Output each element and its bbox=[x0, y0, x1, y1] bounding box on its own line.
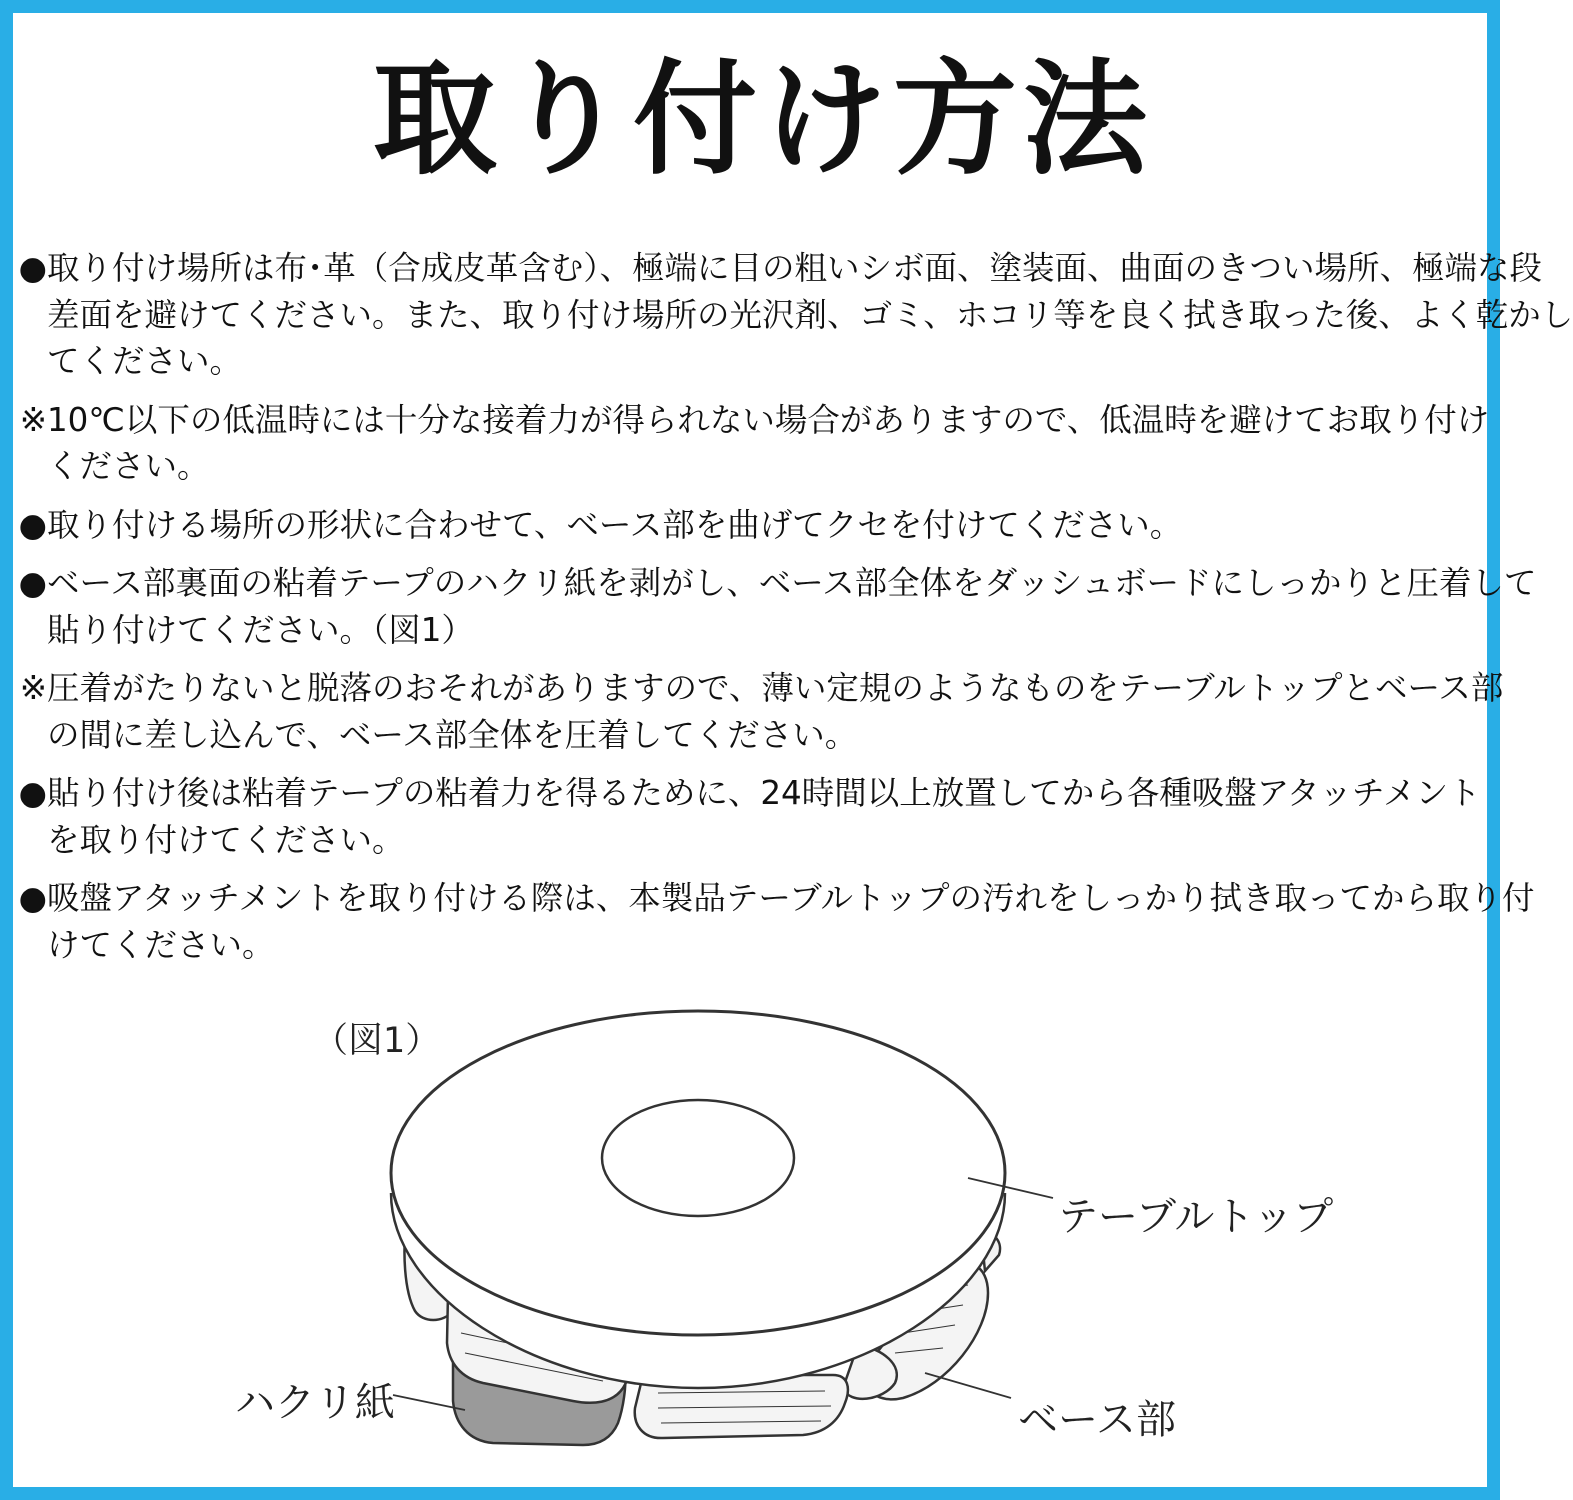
instruction-line: ください。 bbox=[47, 447, 210, 485]
instruction-item bbox=[19, 397, 1533, 490]
callout-release-paper: ハクリ紙 bbox=[235, 1380, 395, 1426]
bullet-marker: ● bbox=[18, 564, 47, 602]
figure-1 bbox=[13, 993, 1513, 1493]
bullet-marker: ● bbox=[18, 774, 47, 812]
instruction-line: 取り付け場所は布･革（合成皮革含む）、極端に目の粗いシボ面、塗装面、曲面のきつい場所、極端な段 bbox=[47, 249, 1543, 287]
callout-table-top: テーブルトップ bbox=[1058, 1194, 1334, 1240]
instruction-line: 10℃以下の低温時には十分な接着力が得られない場合がありますので、低温時を避けてお取り付け bbox=[47, 400, 1490, 439]
figure-label: （図1） bbox=[313, 1021, 441, 1061]
bullet-marker: ● bbox=[18, 879, 47, 917]
note-marker: ※ bbox=[19, 400, 47, 439]
instruction-item bbox=[18, 560, 1537, 653]
instruction-item bbox=[18, 875, 1535, 968]
page-title: 取り付け方法 bbox=[372, 48, 1153, 192]
instruction-list bbox=[18, 245, 1573, 968]
instruction-line: を取り付けてください。 bbox=[47, 820, 405, 859]
instruction-item bbox=[18, 245, 1573, 385]
instruction-item bbox=[19, 665, 1533, 758]
instruction-item bbox=[18, 770, 1533, 863]
instruction-line: の間に差し込んで、ベース部全体を圧着してください。 bbox=[47, 715, 858, 754]
instruction-line: ベース部裏面の粘着テープのハクリ紙を剥がし、ベース部全体をダッシュボードにしっかりと圧着して bbox=[47, 564, 1537, 602]
bullet-marker: ● bbox=[18, 505, 47, 544]
instruction-line: 吸盤アタッチメントを取り付ける際は、本製品テーブルトップの汚れをしっかり拭き取ってから取り付 bbox=[47, 879, 1535, 917]
instruction-line: 圧着がたりないと脱落のおそれがありますので、薄い定規のようなものをテーブルトップとベース部 bbox=[47, 669, 1504, 707]
callout-base: ベース部 bbox=[1018, 1397, 1176, 1443]
instruction-line: 取り付ける場所の形状に合わせて、ベース部を曲げてクセを付けてください。 bbox=[47, 505, 1183, 544]
instruction-line: 貼り付けてください。（図1） bbox=[47, 610, 474, 649]
instruction-item bbox=[18, 502, 1533, 549]
instruction-line: 差面を避けてください。また、取り付け場所の光沢剤、ゴミ、ホコリ等を良く拭き取った後、よく乾かし bbox=[47, 295, 1573, 334]
instruction-line: 貼り付け後は粘着テープの粘着力を得るために、24時間以上放置してから各種吸盤アタッチメント bbox=[47, 774, 1481, 812]
instruction-line: けてください。 bbox=[47, 925, 275, 964]
instruction-line: てください。 bbox=[47, 342, 243, 380]
bullet-marker: ● bbox=[18, 249, 47, 287]
note-marker: ※ bbox=[19, 669, 47, 707]
